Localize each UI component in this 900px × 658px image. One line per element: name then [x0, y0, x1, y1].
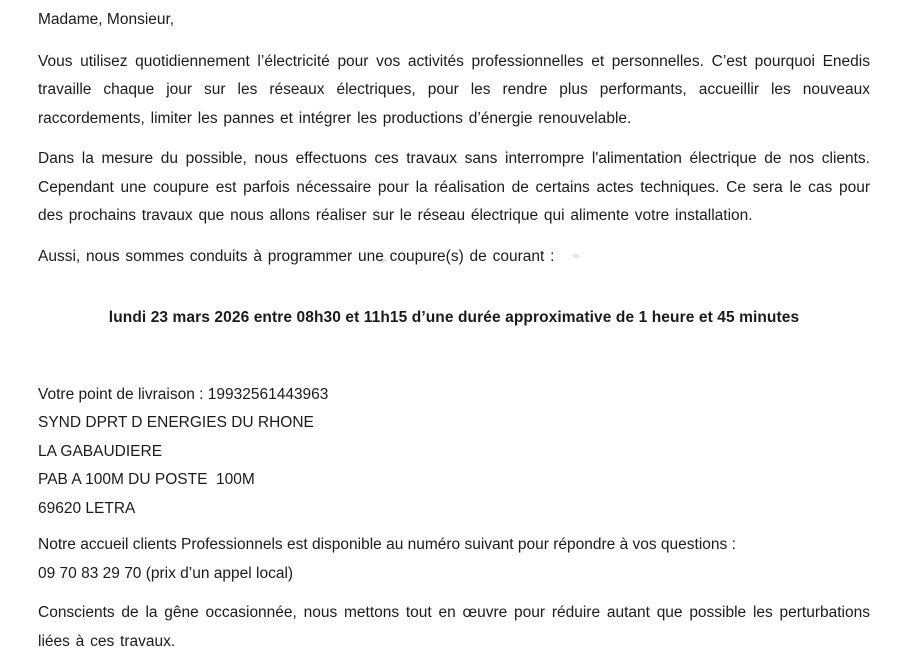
- paragraph-intro: Vous utilisez quotidiennement l’électricité pour vos activités professionnelles et personnelles. C’est pourquoi Enedis travaille chaque jour sur les réseaux électriques, pour les rendre plus performants, accueillir les nouveaux raccordements, limiter les pannes et intégrer les productions d’énergie renouvelable.: [38, 52, 870, 127]
- outage-schedule: lundi 23 mars 2026 entre 08h30 et 11h15 d’une durée approximative de 1 heure et 45 minutes: [108, 309, 800, 326]
- paragraph-outage-announcement: Aussi, nous sommes conduits à programmer une coupure(s) de courant :: [38, 247, 555, 265]
- delivery-point-number: Votre point de livraison : 19932561443963: [38, 385, 329, 403]
- contact-info-text: Notre accueil clients Professionnels est disponible au numéro suivant pour répondre à vos questions :: [38, 536, 736, 553]
- delivery-point-detail: PAB A 100M DU POSTE 100M: [38, 471, 255, 488]
- contact-phone-number: 09 70 83 29 70 (prix d’un appel local): [38, 564, 294, 582]
- delivery-point-block: [38, 381, 870, 524]
- contact-block: [38, 531, 870, 588]
- delivery-point-city: 69620 LETRA: [38, 499, 136, 517]
- delivery-point-place: LA GABAUDIERE: [38, 442, 163, 460]
- delivery-point-name: SYND DPRT D ENERGIES DU RHONE: [38, 414, 314, 431]
- paragraph-works-explanation: Dans la mesure du possible, nous effectuons ces travaux sans interrompre l'alimentation électrique de nos clients. Cependant une coupure est parfois nécessaire pour la réalisation de certains actes techniques. Ce sera le cas pour des prochains travaux que nous allons réaliser sur le réseau électrique qui alimente votre installation.: [38, 150, 870, 224]
- salutation: Madame, Monsieur,: [38, 11, 175, 28]
- paragraph-closing: Conscients de la gêne occasionnée, nous mettons tout en œuvre pour réduire autant que possible les perturbations liées à ces travaux.: [38, 604, 870, 650]
